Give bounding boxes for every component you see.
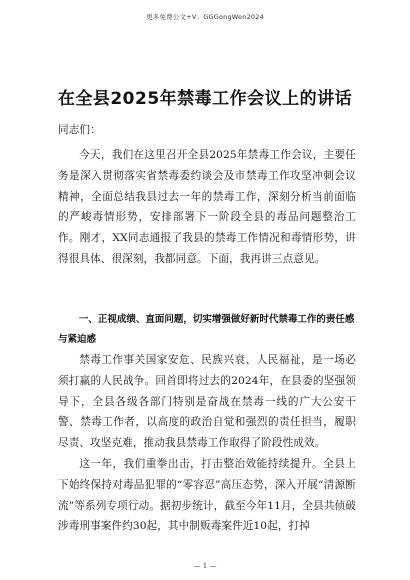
paragraph-3: 这一年，我们重拳出击，打击整治效能持续提升。全县上下始终保持对毒品犯罪的“零容忍”高压态势，深入开展“清源断流”等系列专项行动。据初步统计，截至今年11月，全县共侦破涉毒刑事案件约30起，其中制贩毒案件近10起，打掉 xyxy=(58,458,356,533)
salutation: 同志们： xyxy=(58,124,101,136)
section-heading-1: 一、正视成绩、直面问题，切实增强做好新时代禁毒工作的责任感与紧迫感 xyxy=(58,314,355,345)
document-title: 在全县2025年禁毒工作会议上的讲话 xyxy=(57,89,353,109)
paragraph-1: 今天，我们在这里召开全县2025年禁毒工作会议，主要任务是深入贯彻落实省禁毒委约谈会及市禁毒工作攻坚冲刺会议精神，全面总结我县过去一年的禁毒工作，深刻分析当前面临的严峻毒情形势，安排部署下一阶段全县的毒品问题整治工作。刚才，XX同志通报了我县的禁毒工作情况和毒情形势，讲得很具体、很深刻，我都同意。下面，我再讲三点意见。 xyxy=(58,149,356,265)
paragraph-2: 禁毒工作事关国家安危、民族兴衰、人民福祉，是一场必须打赢的人民战争。回首即将过去的2024年，在县委的坚强领导下，全县各级各部门特别是奋战在禁毒一线的广大公安干警、禁毒工作者，以高度的政治自觉和强烈的责任担当，履职尽责、攻坚克难，推动我县禁毒工作取得了阶段性成效。 xyxy=(58,354,356,450)
header-note: 更多免费公文+V：GGGongWen2024 xyxy=(146,13,264,21)
page-number: — 1 — xyxy=(193,562,217,570)
